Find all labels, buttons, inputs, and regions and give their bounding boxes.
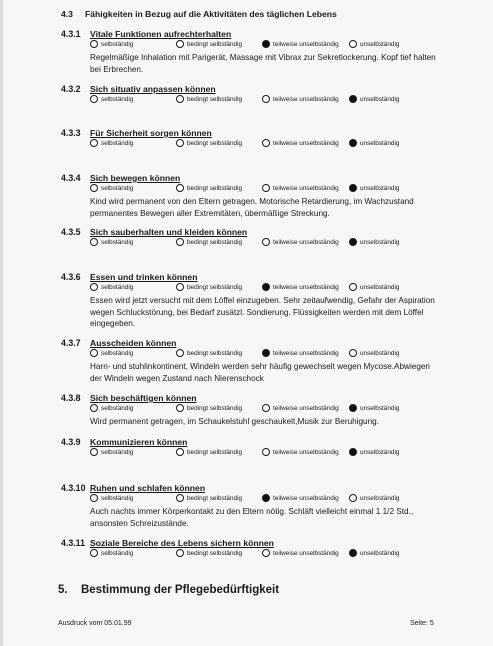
rating-option-label: unselbständig: [360, 494, 400, 502]
rating-option-label: unselbständig: [360, 283, 400, 291]
empty-circle-icon: [176, 139, 184, 147]
empty-circle-icon: [176, 40, 184, 48]
filled-circle-icon: [349, 184, 357, 192]
rating-option[interactable]: [176, 283, 242, 291]
rating-option[interactable]: [349, 95, 399, 103]
rating-option[interactable]: [90, 95, 133, 103]
rating-option[interactable]: [262, 184, 339, 192]
item-title: Sich situativ anpassen können: [90, 84, 216, 94]
rating-option-label: selbständig: [101, 40, 134, 48]
rating-option[interactable]: [90, 448, 133, 456]
item-number: 4.3.9: [61, 437, 81, 447]
empty-circle-icon: [349, 40, 357, 48]
rating-option[interactable]: [90, 283, 133, 291]
rating-option[interactable]: [262, 40, 339, 48]
empty-circle-icon: [349, 494, 357, 502]
item-title: Sich sauberhalten und kleiden können: [90, 227, 248, 237]
rating-option[interactable]: [176, 95, 242, 103]
rating-option-label: selbständig: [101, 184, 134, 192]
rating-option-label: unselbständig: [360, 349, 400, 357]
item-note: Auch nachts immer Körperkontakt zu den Eltern nötig. Schläft vielleicht einmal 1 1/2 Std., ansonsten Schreizustände.: [90, 507, 414, 528]
item-title: Kommunizieren können: [90, 437, 188, 447]
rating-option[interactable]: [176, 549, 242, 557]
rating-option[interactable]: [262, 448, 339, 456]
empty-circle-icon: [262, 95, 270, 103]
item-number: 4.3.3: [61, 128, 81, 138]
rating-option-label: selbständig: [101, 448, 134, 456]
filled-circle-icon: [349, 95, 357, 103]
empty-circle-icon: [262, 139, 270, 147]
rating-option-label: unselbständig: [360, 404, 400, 412]
item-title: Ausscheiden können: [90, 338, 177, 348]
rating-option-label: bedingt selbständig: [187, 40, 243, 48]
empty-circle-icon: [176, 283, 184, 291]
rating-option[interactable]: [262, 283, 339, 291]
item-number: 4.3.8: [61, 393, 81, 403]
rating-option[interactable]: [262, 349, 339, 357]
item-number: 4.3.4: [61, 173, 81, 183]
empty-circle-icon: [90, 40, 98, 48]
rating-option-label: bedingt selbständig: [187, 448, 243, 456]
rating-option-label: teilweise unselbständig: [273, 95, 339, 103]
rating-option-label: teilweise unselbständig: [273, 448, 339, 456]
empty-circle-icon: [176, 494, 184, 502]
item-number: 4.3.2: [61, 84, 81, 94]
filled-circle-icon: [262, 494, 270, 502]
empty-circle-icon: [90, 494, 98, 502]
rating-option-label: teilweise unselbständig: [273, 549, 339, 557]
rating-option[interactable]: [90, 184, 133, 192]
item-note: Regelmäßige Inhalation mit Parigerät, Massage mit Vibrax zur Sekretlockerung. Kopf tief halten bei Erbrechen.: [90, 53, 436, 74]
rating-option[interactable]: [90, 238, 133, 246]
footer-page-number: Seite: 5: [410, 620, 434, 627]
rating-option-label: bedingt selbständig: [187, 139, 243, 147]
rating-option-label: unselbständig: [360, 549, 400, 557]
rating-option[interactable]: [262, 139, 339, 147]
empty-circle-icon: [90, 95, 98, 103]
item-number: 4.3.11: [61, 538, 85, 548]
empty-circle-icon: [90, 238, 98, 246]
item-note: Wird permanent getragen, im Schaukelstuhl geschaukelt,Musik zur Beruhigung.: [90, 417, 379, 426]
rating-option-label: teilweise unselbständig: [273, 139, 339, 147]
section-number: 4.3: [61, 9, 73, 19]
rating-option-label: bedingt selbständig: [187, 494, 243, 502]
rating-option[interactable]: [90, 139, 133, 147]
rating-option[interactable]: [349, 184, 399, 192]
rating-option-label: teilweise unselbständig: [273, 404, 339, 412]
filled-circle-icon: [349, 238, 357, 246]
rating-option[interactable]: [349, 40, 399, 48]
section5-number: 5.: [58, 584, 68, 596]
rating-option-label: unselbständig: [360, 184, 400, 192]
rating-option[interactable]: [262, 549, 339, 557]
rating-option-label: bedingt selbständig: [187, 404, 243, 412]
rating-option-label: teilweise unselbständig: [273, 184, 339, 192]
item-note: Essen wird jetzt versucht mit dem Löffel einzugeben. Sehr zeitaufwendig, Gefahr der Aspiration wegen Schluckstörung, bei Bedarf zusätzl. Sondierung. Flüssigkeiten werden mit dem Löffel eingegeben.: [90, 296, 435, 328]
item-title: Sich bewegen können: [90, 173, 181, 183]
empty-circle-icon: [90, 549, 98, 557]
rating-option-label: selbständig: [101, 283, 134, 291]
empty-circle-icon: [262, 448, 270, 456]
empty-circle-icon: [262, 549, 270, 557]
rating-option-label: bedingt selbständig: [187, 95, 243, 103]
rating-option[interactable]: [349, 404, 399, 412]
rating-option-label: teilweise unselbständig: [273, 283, 339, 291]
item-number: 4.3.1: [61, 29, 81, 39]
item-number: 4.3.6: [61, 272, 81, 282]
empty-circle-icon: [90, 283, 98, 291]
rating-option-label: selbständig: [101, 139, 134, 147]
empty-circle-icon: [176, 95, 184, 103]
empty-circle-icon: [90, 139, 98, 147]
rating-option[interactable]: [176, 404, 242, 412]
rating-option[interactable]: [349, 494, 399, 502]
empty-circle-icon: [176, 238, 184, 246]
rating-option[interactable]: [176, 184, 242, 192]
rating-option-label: selbständig: [101, 404, 134, 412]
rating-option-label: teilweise unselbständig: [273, 494, 339, 502]
empty-circle-icon: [262, 184, 270, 192]
rating-option-label: teilweise unselbständig: [273, 238, 339, 246]
rating-option[interactable]: [349, 139, 399, 147]
rating-option-label: bedingt selbständig: [187, 549, 243, 557]
rating-option[interactable]: [176, 349, 242, 357]
rating-option-label: selbständig: [101, 238, 134, 246]
section5-heading: Bestimmung der Pflegebedürftigkeit: [81, 584, 280, 596]
rating-option[interactable]: [176, 448, 242, 456]
filled-circle-icon: [349, 404, 357, 412]
empty-circle-icon: [176, 184, 184, 192]
rating-option-label: teilweise unselbständig: [273, 40, 339, 48]
rating-option[interactable]: [349, 448, 399, 456]
empty-circle-icon: [349, 349, 357, 357]
rating-option[interactable]: [262, 238, 339, 246]
rating-option[interactable]: [90, 404, 133, 412]
filled-circle-icon: [262, 349, 270, 357]
rating-option[interactable]: [90, 494, 133, 502]
rating-option-label: unselbständig: [360, 95, 400, 103]
scan-edge: [0, 0, 3, 646]
rating-option[interactable]: [176, 494, 242, 502]
rating-option-label: selbständig: [101, 494, 134, 502]
rating-option-label: bedingt selbständig: [187, 238, 243, 246]
rating-option-label: unselbständig: [360, 40, 400, 48]
empty-circle-icon: [176, 448, 184, 456]
rating-option-label: bedingt selbständig: [187, 349, 243, 357]
empty-circle-icon: [262, 404, 270, 412]
empty-circle-icon: [262, 238, 270, 246]
rating-option-label: selbständig: [101, 95, 134, 103]
rating-option[interactable]: [349, 349, 399, 357]
item-title: Vitale Funktionen aufrechterhalten: [90, 29, 232, 39]
empty-circle-icon: [90, 184, 98, 192]
rating-option[interactable]: [349, 283, 399, 291]
empty-circle-icon: [176, 404, 184, 412]
rating-option-label: selbständig: [101, 549, 134, 557]
empty-circle-icon: [176, 549, 184, 557]
rating-option-label: unselbständig: [360, 238, 400, 246]
rating-option[interactable]: [262, 494, 339, 502]
item-title: Für Sicherheit sorgen können: [90, 128, 212, 138]
rating-option-label: bedingt selbständig: [187, 283, 243, 291]
empty-circle-icon: [90, 448, 98, 456]
rating-option-label: unselbständig: [360, 139, 400, 147]
item-note: Kind wird permanent von den Eltern getragen. Motorische Retardierung, im Wachzustand permanentes Bewegen aller Extremitäten, übermäßige Streckung.: [90, 197, 414, 218]
item-number: 4.3.7: [61, 338, 81, 348]
item-title: Sich beschäftigen können: [90, 393, 197, 403]
item-title: Ruhen und schlafen können: [90, 483, 206, 493]
item-note: Harn- und stuhlinkontinent, Windeln werden sehr häufig gewechselt wegen Mycose.Abwiegen der Windeln wegen Zustand nach Nierenschock: [90, 362, 430, 383]
rating-option-label: teilweise unselbständig: [273, 349, 339, 357]
empty-circle-icon: [90, 404, 98, 412]
filled-circle-icon: [349, 549, 357, 557]
rating-option[interactable]: [90, 349, 133, 357]
filled-circle-icon: [262, 40, 270, 48]
rating-option-label: bedingt selbständig: [187, 184, 243, 192]
rating-option[interactable]: [349, 238, 399, 246]
rating-option[interactable]: [262, 404, 339, 412]
item-number: 4.3.10: [61, 483, 86, 493]
filled-circle-icon: [262, 283, 270, 291]
rating-option[interactable]: [176, 139, 242, 147]
item-number: 4.3.5: [61, 227, 81, 237]
rating-option[interactable]: [262, 95, 339, 103]
rating-option[interactable]: [176, 238, 242, 246]
rating-option-label: unselbständig: [360, 448, 400, 456]
filled-circle-icon: [349, 448, 357, 456]
rating-option[interactable]: [90, 40, 133, 48]
empty-circle-icon: [90, 349, 98, 357]
rating-option[interactable]: [90, 549, 133, 557]
section-heading: Fähigkeiten in Bezug auf die Aktivitäten des täglichen Lebens: [85, 9, 337, 19]
item-title: Essen und trinken können: [90, 272, 198, 282]
rating-option[interactable]: [349, 549, 399, 557]
rating-option[interactable]: [176, 40, 242, 48]
item-title: Soziale Bereiche des Lebens sichern können: [90, 538, 274, 548]
footer-print-date: Ausdruck vom 05.01.99: [58, 620, 132, 627]
rating-option-label: selbständig: [101, 349, 134, 357]
filled-circle-icon: [349, 139, 357, 147]
empty-circle-icon: [176, 349, 184, 357]
empty-circle-icon: [349, 283, 357, 291]
